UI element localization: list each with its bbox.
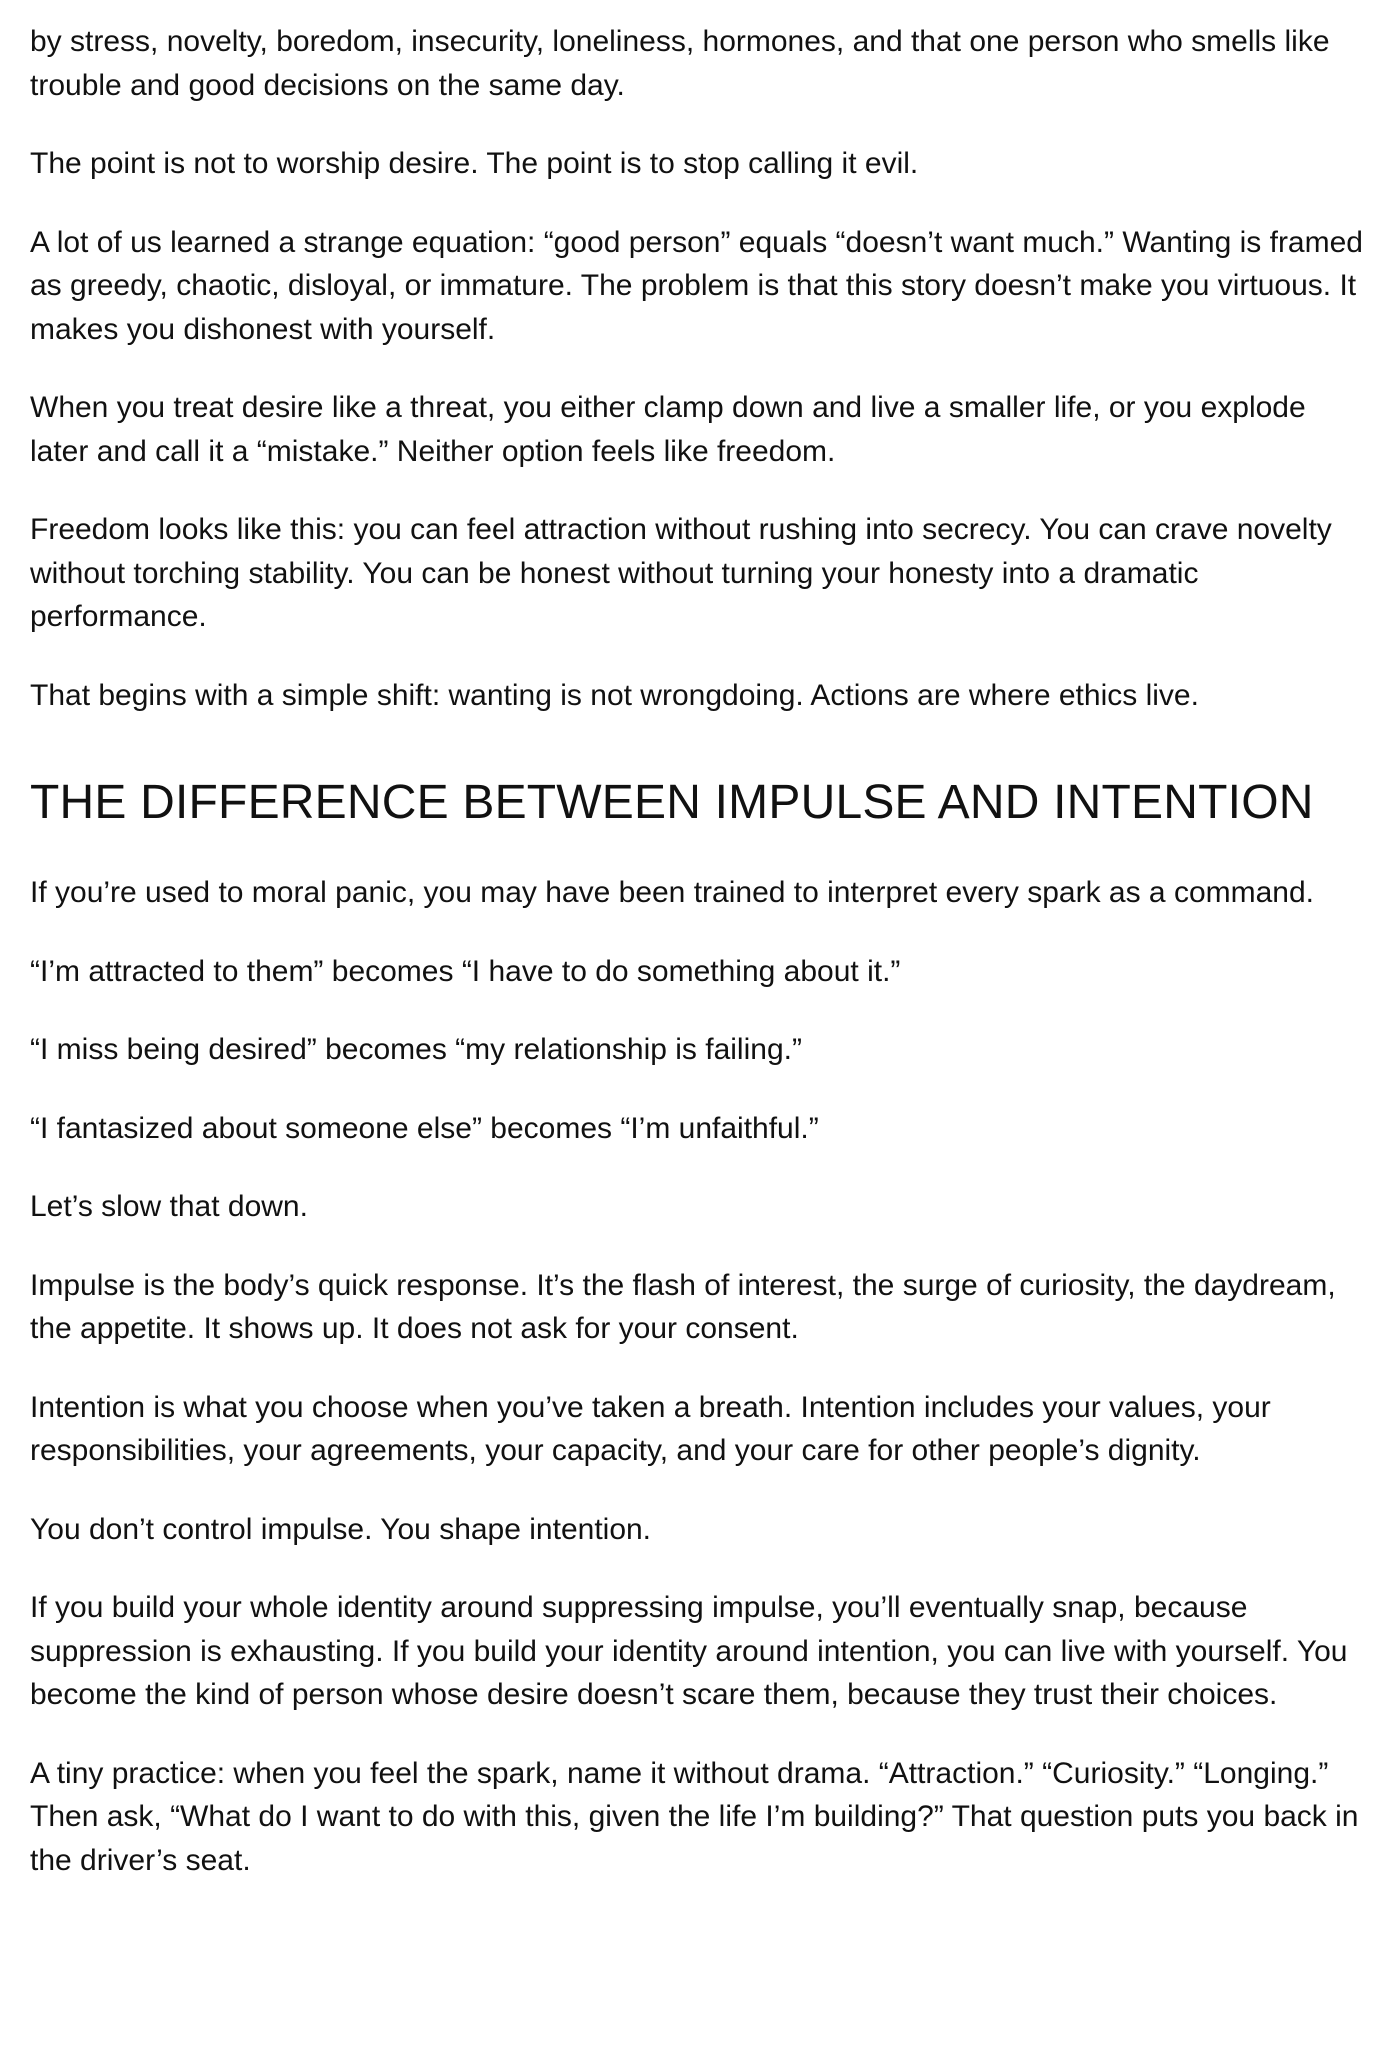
- paragraph-strange-equation: A lot of us learned a strange equation: “good person” equals “doesn’t want much.” Wanting is framed as greedy, chaotic, disloyal, or immature. The problem is that this story doesn’t make you virtuous. It makes you dishonest with yourself.: [30, 225, 1363, 346]
- paragraph-stress-novelty: by stress, novelty, boredom, insecurity, loneliness, hormones, and that one person who smells like trouble and good decisions on the same day.: [30, 25, 1330, 102]
- paragraph-miss-desired: “I miss being desired” becomes “my relationship is failing.”: [30, 1033, 802, 1066]
- paragraph-fantasized: “I fantasized about someone else” becomes “I’m unfaithful.”: [30, 1111, 819, 1145]
- paragraph-shape-intention: You don’t control impulse. You shape intention.: [30, 1512, 652, 1546]
- paragraph-impulse-definition: Impulse is the body’s quick response. It’s the flash of interest, the surge of curiosity, the daydream, the appetite. It shows up. It does not ask for your consent.: [30, 1268, 1336, 1345]
- paragraph-moral-panic: If you’re used to moral panic, you may have been trained to interpret every spark as a command.: [30, 876, 1314, 909]
- paragraph-desire-threat: When you treat desire like a threat, you either clamp down and live a smaller life, or you explode later and call it a “mistake.” Neither option feels like freedom.: [30, 391, 1306, 468]
- paragraph-attracted: “I’m attracted to them” becomes “I have to do something about it.”: [30, 954, 901, 988]
- section-heading: THE DIFFERENCE BETWEEN IMPULSE AND INTENTION: [30, 776, 1314, 829]
- paragraph-freedom-looks: Freedom looks like this: you can feel attraction without rushing into secrecy. You can crave novelty without torching stability. You can be honest without turning your honesty into a dramatic performance.: [30, 513, 1332, 633]
- paragraph-point-not-worship: The point is not to worship desire. The point is to stop calling it evil.: [30, 147, 919, 180]
- paragraph-simple-shift: That begins with a simple shift: wanting is not wrongdoing. Actions are where ethics live.: [30, 678, 1199, 712]
- paragraph-tiny-practice: A tiny practice: when you feel the spark, name it without drama. “Attraction.” “Curiosity.” “Longing.” Then ask, “What do I want to do with this, given the life I’m building?” That question puts you back in the driver’s seat.: [30, 1756, 1359, 1877]
- paragraph-build-identity: If you build your whole identity around suppressing impulse, you’ll eventually snap, because suppression is exhausting. If you build your identity around intention, you can live with yourself. You become the kind of person whose desire doesn’t scare them, because they trust their choices.: [30, 1591, 1348, 1711]
- paragraph-slow-down: Let’s slow that down.: [30, 1190, 308, 1223]
- paragraph-intention-definition: Intention is what you choose when you’ve taken a breath. Intention includes your values, your responsibilities, your agreements, your capacity, and your care for other people’s dignity.: [30, 1390, 1271, 1467]
